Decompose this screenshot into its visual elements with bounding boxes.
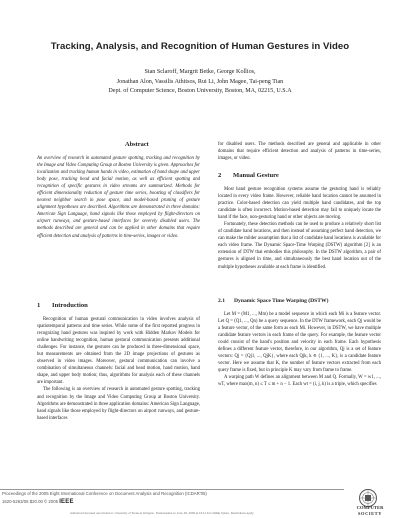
author-line-2: Jonathan Alon, Vassilis Athitsos, Rui Li, John Magee, Tai-peng Tian: [116, 78, 284, 85]
section-heading-introduction: [37, 302, 88, 309]
section-title: Introduction: [52, 302, 88, 309]
ieee-logo-text: IEEE: [59, 499, 74, 505]
footer-divider: [0, 489, 344, 490]
copyright-text: 1520-5263/05 $20.00 © 2005: [2, 499, 58, 504]
section-number: 1: [37, 302, 41, 309]
manual-gesture-paragraph-2: Fortunately, these detection methods can be used to produce a relatively short list of candidate hand locations, and then instead of assuming perfect hand detection, we can make the milder assumption that a list of candidate hand locations is available for each video frame. The Dynamic Space-Time Warping (DSTW) algorithm [2] is an extension of DTW that embodies this philosophy. In the DSTW algorithm, a pair of gestures is aligned in time, and simultaneously the best hand location out of the multiple hypotheses available at each frame is identified.: [218, 222, 381, 270]
dstw-paragraph-2: A warping path W defines an alignment between M and Q. Formally, W = w1, ..., wT, where max(m, n) ≤ T ≤ m + n − 1. Each wt = (i, j, k) is a triple, which specifies: [218, 375, 381, 388]
section-title: Manual Gesture: [233, 172, 279, 179]
subsection-number: 2.1: [218, 298, 225, 304]
subsection-title: Dynamic Space Time Warping (DSTW): [234, 298, 329, 304]
right-column-intro: [218, 141, 381, 162]
author-line-1: Stan Sclaroff, Margrit Betke, George Kollios,: [144, 69, 256, 75]
abstract-heading: Abstract: [125, 141, 149, 148]
logo-text-society: SOCIETY: [358, 511, 382, 516]
introduction-paragraph-2: The following is an overview of research in automated gesture spotting, tracking and recognition by the Image and Video Computing Group at Boston University. Algorithms are demonstrated in three application domains: American Sign Language, hand signals like those employed by flight-directors on airport runways, and gesture-based interfaces: [37, 387, 200, 421]
intro-continuation: for disabled users. The methods described are general and applicable in other domains that require efficient detection and analysis of patterns in time-series, images, or video.: [218, 142, 381, 162]
subsection-heading-dstw: [218, 298, 328, 304]
dstw-paragraph-1: Let M = (M1, ..., Mm) be a model sequence in which each Mi is a feature vector. Let Q = (Q1, ..., Qn) be a query sequence. In the DTW framework, each Qj would be a feature vector, of the same form as each Mi. However, in DSTW, we have multiple candidate feature vectors in each frame of the query. For example, the feature vector could consist of the hand's position and velocity in each frame. Each hypothesis defines a different feature vector, therefore, in our algorithm, Qj is a set of feature vectors: Qj = {Qj1, ..., QjK}, where each Qjk, k ∈ {1, ..., K}, is a candidate feature vector. Here we assume that K, the number of feature vectors extracted from each query frame is fixed, but in principle K may vary from frame to frame.: [218, 312, 381, 374]
manual-gesture-body: [218, 186, 381, 271]
affiliation-line: Dept. of Computer Science, Boston University, Boston, MA, 02215, U.S.A: [108, 88, 292, 95]
manual-gesture-paragraph-1: Most hand gesture recognition systems assume the gesturing hand is reliably located in every video frame. However, reliable hand location cannot be assumed in practice. Color-based detection can yield multiple hand candidates, and the top candidate is often incorrect. Motion-based detection may fail to uniquely locate the hand if the face, non-gesturing hand or other objects are moving.: [218, 187, 381, 221]
section-heading-manual-gesture: [218, 172, 279, 179]
proceedings-line: Proceedings of the 2005 Eight International Conference on Document Analysis and Recognition (ICDAR'05): [2, 491, 207, 496]
introduction-paragraph-1: Recognition of human gestural communication in video involves analysis of spatiotemporal patterns and time series. While some of the first reported progress in recognizing hand gestures was inspired by work with Hidden Markov Models for online handwriting recognition, human gestural communication presents additional challenges. For instance, the gestures can be produced in three-dimensional space, but measurements are obtained from the 2D image projections of gestures as observed in video images. Moreover, gestural communication can involve a combination of simultaneous channels: facial and head motion, hand motion, hand shape, and upper body motion; thus, algorithms for analysis each of these channels are important.: [37, 317, 200, 386]
logo-text-computer: COMPUTER: [356, 505, 384, 510]
dstw-body: [218, 311, 381, 389]
download-notice: Authorized licensed use limited to: University of Texas at Arlington. Downloaded on June 29, 2009 at 16:11 from IEEE Xplore. Restrictions apply.: [70, 511, 255, 515]
introduction-body: [37, 316, 200, 422]
author-block: [20, 68, 380, 97]
abstract-text: An overview of research in automated gesture spotting, tracking and recognition by the Image and Video Computing Group at Boston University is given. Approaches for localization and tracking human hands in video, estimation of hand shape and upper body pose, tracking head and facial motion, as well as efficient spotting and recognition of specific gestures in video streams are summarized. Methods for efficient dimensionality reduction of gesture time series, boosting of classifiers for nearest neighbor search in pose space, and model-based pruning of gesture alignment hypotheses are described. Algorithms are demonstrated in three domains: American Sign Language, hand signals like those employed by flight-directors on airport runways, and gesture-based interfaces for severely disabled users. The methods described are general and can be applied in other domains that require efficient detection and analysis of patterns in time-series, images or video.: [37, 156, 200, 239]
section-number: 2: [218, 172, 222, 179]
copyright-line: [2, 499, 74, 505]
paper-title: Tracking, Analysis, and Recognition of Human Gestures in Video: [50, 41, 350, 52]
